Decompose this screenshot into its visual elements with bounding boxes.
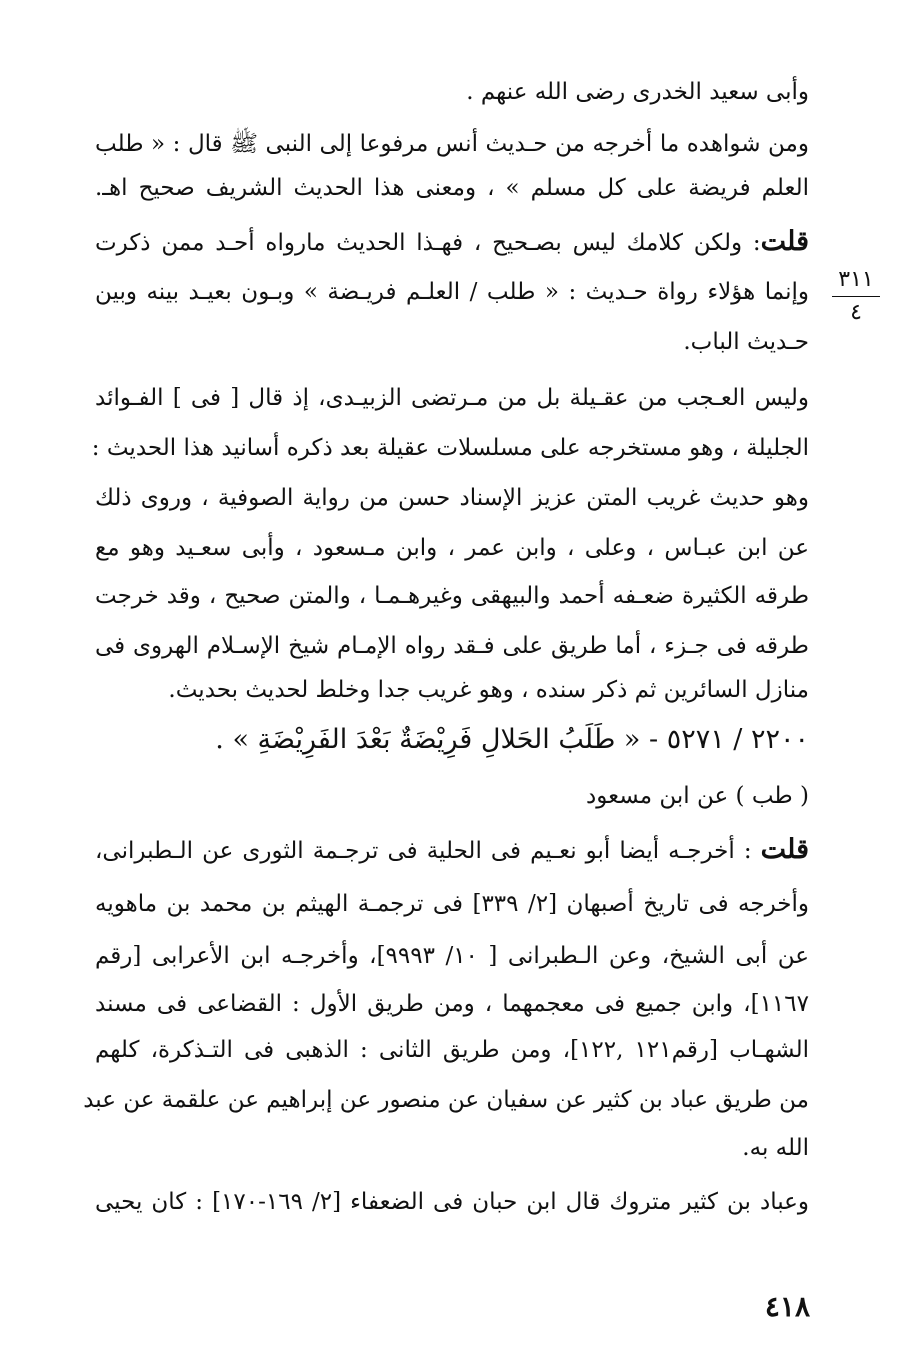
text-line-10: عن ابن عبـاس ، وعلى ، وابن عمر ، وابن مـسعود ، وأبى سعـيد وهو مع [95, 535, 809, 561]
text-line-4 [95, 222, 809, 262]
text-line-13: منازل السائرين ثم ذكر سنده ، وهو غريب جدا وخلط لحديث بحديث. [168, 677, 809, 703]
text-line-11: طرقه الكثيرة ضعـفه أحمد والبيهقى وغيرهـمـا ، والمتن صحيح ، وقد خرجت [95, 583, 809, 609]
text-line-8: الجليلة ، وهو مستخرجه على مسلسلات عقيلة بعد ذكره أسانيد هذا الحديث : [91, 435, 809, 461]
keyword-qult-2: قلت [760, 834, 809, 865]
text-line-6: حـديث الباب. [683, 329, 809, 355]
hadith-entry: ٢٢٠٠ / ٥٢٧١ - « طَلَبُ الحَلالِ فَرِيْضَةٌ بَعْدَ الفَرِيْضَةِ » . [215, 724, 809, 755]
text-line-21: من طريق عباد بن كثير عن سفيان عن منصور عن إبراهيم عن علقمة عن عبد [83, 1087, 809, 1113]
text-line-16 [95, 830, 809, 870]
text-line-17: وأخرجه فى تاريخ أصبهان [٢/ ٣٣٩] فى ترجمـة الهيثم بن محمد بن ماهويه [95, 891, 810, 917]
hadith-source: ( طب ) عن ابن مسعود [586, 783, 809, 809]
text-line-3: العلم فريضة على كل مسلم » ، ومعنى هذا الحديث الشريف صحيح اهـ. [95, 175, 809, 201]
text-line-5: وإنما هؤلاء رواة حـديث : « طلب / العلـم فريـضة » وبـون بعيـد بينه وبين [95, 279, 809, 305]
text-line-20: الشهـاب [رقم١٢١ ,١٢٢]، ومن طريق الثانى : الذهبى فى التـذكرة، كلهم [95, 1037, 809, 1063]
keyword-separator: : [752, 230, 761, 256]
text-line-2: ومن شواهده ما أخرجه من حـديث أنس مرفوعا إلى النبى ﷺ قال : « طلب [95, 131, 809, 157]
margin-ref-part: ٤ [850, 300, 862, 325]
text-line-19: ١١٦٧]، وابن جميع فى معجمهما ، ومن طريق الأول : القضاعى فى مسند [95, 991, 809, 1017]
text-line-7: وليس العـجب من عقـيلة بل من مـرتضى الزبيـدى، إذ قال [ فى ] الفـوائد [95, 385, 809, 411]
text-line-1: وأبى سعيد الخدرى رضى الله عنهم . [466, 79, 809, 105]
text-line-16-body: أخرجـه أيضا أبو نعـيم فى الحلية فى ترجـمة الثورى عن الـطبرانى، [95, 838, 735, 864]
margin-reference [832, 266, 880, 327]
text-line-12: طرقه فى جـزء ، أما طريق على فـقد رواه الإمـام شيخ الإسـلام الهروى فى [95, 633, 809, 659]
text-line-4-body: ولكن كلامك ليس بصـحيح ، فهـذا الحديث مارواه أحـد ممن ذكرت [95, 230, 743, 256]
text-line-22: الله به. [742, 1135, 809, 1161]
page-number: ٤١٨ [764, 1290, 810, 1323]
keyword-qult: قلت [760, 226, 810, 257]
text-line-23: وعباد بن كثير متروك قال ابن حبان فى الضعفاء [٢/ ١٦٩-١٧٠] : كان يحيى [95, 1189, 810, 1215]
text-line-18: عن أبى الشيخ، وعن الـطبرانى [ ١٠/ ٩٩٩٣]، وأخرجـه ابن الأعرابى [رقم [95, 943, 809, 969]
keyword-separator-2: : [743, 838, 752, 864]
text-line-9: وهو حديث غريب المتن عزيز الإسناد حسن من رواية الصوفية ، وروى ذلك [95, 485, 809, 511]
margin-ref-volume: ٣١١ [832, 266, 880, 297]
